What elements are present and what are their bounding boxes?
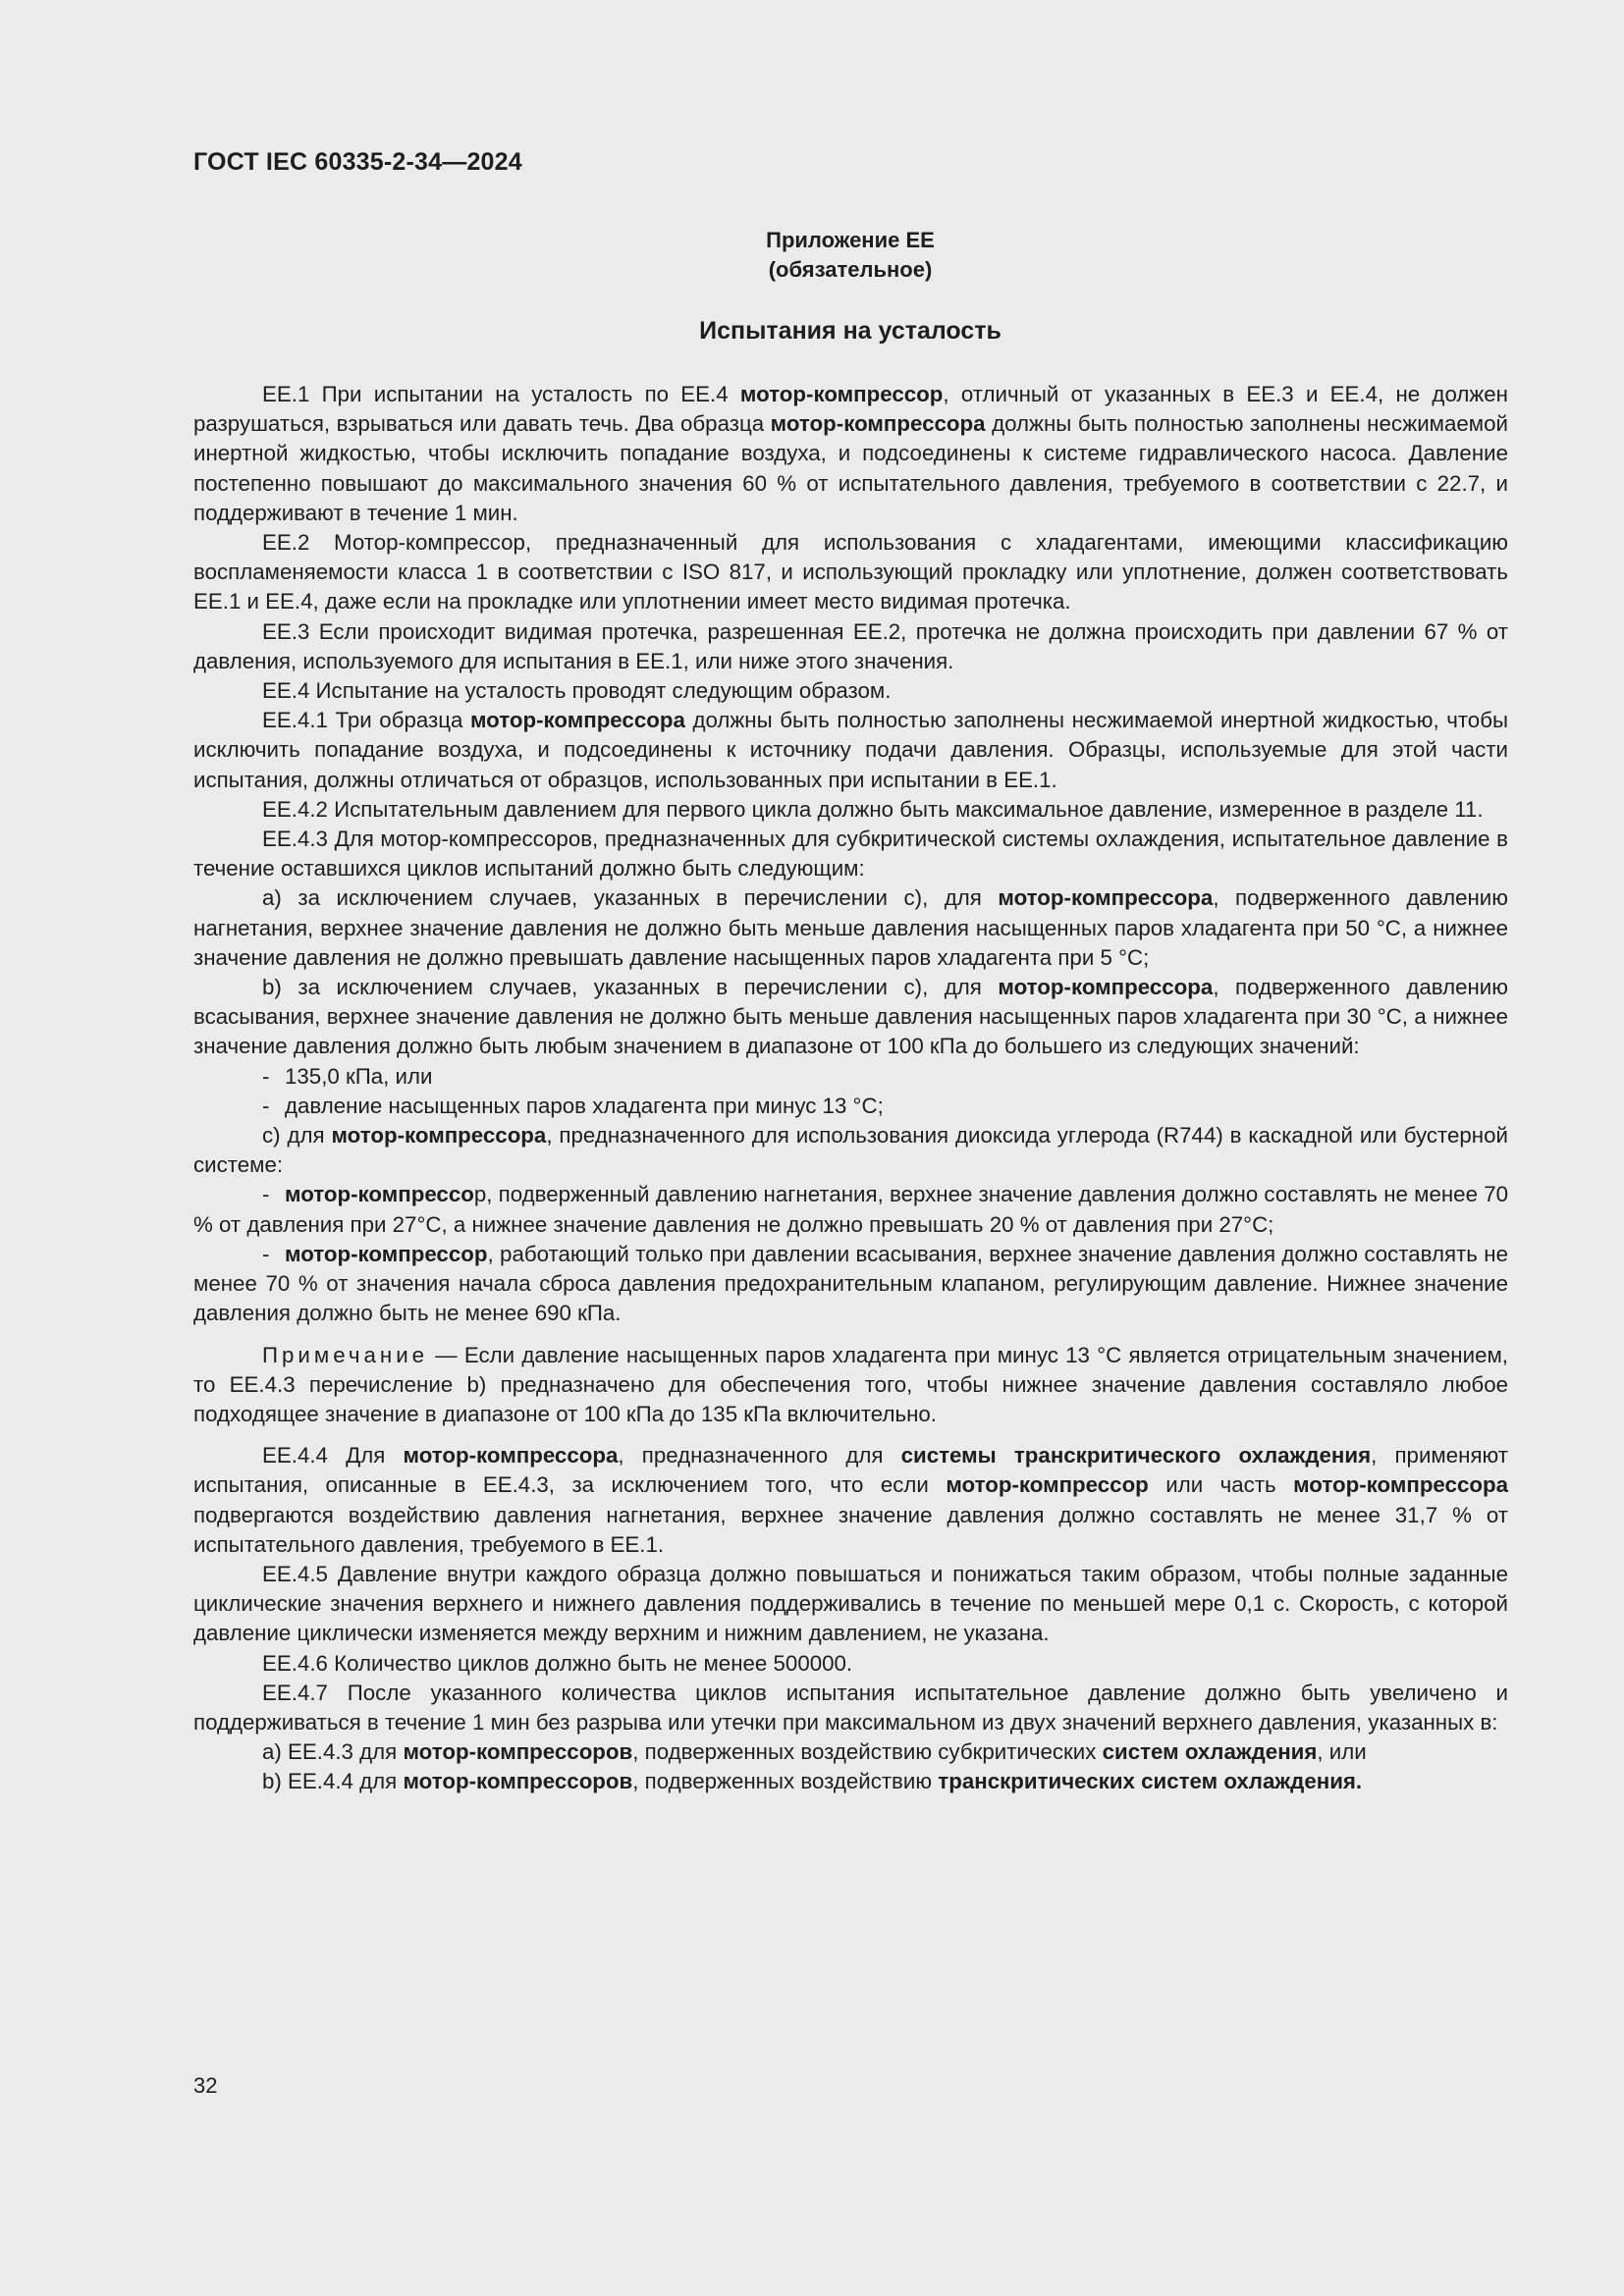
paragraph [193,1341,1508,1430]
paragraph [193,380,1508,528]
paragraph [193,1649,1508,1679]
paragraph [193,1240,1508,1329]
list-dash: - [262,1241,270,1266]
text-run: ЕЕ.1 При испытании на усталость по ЕЕ.4 [262,382,740,406]
text-run: подвергаются воздействию давления нагнетания, верхнее значение давления должно составлять не менее 31,7 % от испытательного давления, требуемого в ЕЕ.1. [193,1502,1508,1557]
text-run: ЕЕ.4.5 Давление внутри каждого образца должно повышаться и понижаться таким образом, чтобы полные заданные циклические значения верхнего и нижнего давления поддерживались в течение по меньшей мере 0,1 с. Скорость, с которой давление циклически изменяется между верхним и нижним давлением, не указана. [193,1561,1508,1646]
text-run: давление насыщенных паров хладагента при минус 13 °С; [285,1093,884,1118]
paragraph [193,1121,1508,1180]
document-body [193,380,1508,1797]
paragraph [193,676,1508,706]
annex-title: Приложение ЕЕ [766,228,935,252]
bold-term: мотор-компрессор [739,382,944,406]
bold-term: мотор-компрессора [403,1443,619,1468]
bold-term: мотор-компрессор [946,1472,1149,1498]
paragraph [193,528,1508,617]
text-run: ЕЕ.4 Испытание на усталость проводят следующим образом. [262,678,892,704]
page-number: 32 [193,2073,218,2098]
bold-term: мотор-компрессор [285,1241,488,1266]
bold-term: мотор-компрессора [998,885,1214,911]
document-header: ГОСТ IEC 60335-2-34—2024 [193,148,522,176]
bold-term: мотор-компрессора [469,708,685,733]
text-run: , или [1317,1739,1367,1765]
paragraph [193,1767,1508,1796]
text-run: ЕЕ.4.1 Три образца [262,708,470,733]
note-label: Примечание [262,1342,429,1367]
text-run: ЕЕ.2 Мотор-компрессор, предназначенный для использования с хладагентами, имеющими классификацию воспламеняемости класса 1 в соответствии с ISO 817, и использующий прокладку или уплотнение, должен соответствовать ЕЕ.1 и ЕЕ.4, даже если на прокладке или уплотнении имеет место видимая протечка. [193,530,1508,614]
text-run: ЕЕ.4.3 Для мотор-компрессоров, предназначенных для субкритической системы охлаждения, испытательное давление в течение оставшихся циклов испытаний должно быть следующим: [193,827,1508,881]
text-run: , подверженных воздействию [632,1769,939,1794]
text-run: , отличный от указанных в ЕЕ.3 и ЕЕ.4, не должен разрушаться, взрываться или давать течь. Два образца [193,382,1508,437]
paragraph [193,617,1508,676]
bold-term: транскритических систем охлаждения. [938,1769,1363,1794]
paragraph [193,1737,1508,1767]
text-run: ЕЕ.4.7 После указанного количества циклов испытания испытательное давление должно быть увеличено и поддерживаться в течение 1 мин без разрыва или утечки при максимальном из двух значений верхнего давления, указанных в: [193,1680,1508,1735]
text-run: — Если давление насыщенных паров хладагента при минус 13 °С является отрицательным значением, то ЕЕ.4.3 перечисление b) предназначено для обеспечения того, чтобы нижнее значение давления составляло любое подходящее значение в диапазоне от 100 кПа до 135 кПа включительно. [193,1342,1508,1426]
bold-term: мотор-компрессоров [403,1769,633,1794]
text-run: 135,0 кПа, или [285,1063,433,1089]
text-run: , применяют испытания, описанные в ЕЕ.4.3, за исключением того, что если [193,1443,1508,1498]
text-run: должны быть полностью заполнены несжимаемой инертной жидкостью, чтобы исключить попадание воздуха, и подсоединены к источнику подачи давления. Образцы, используемые для этой части испытания, должны отличаться от образцов, использованных при испытании в ЕЕ.1. [193,708,1509,792]
paragraph [193,973,1508,1062]
text-run: ЕЕ.4.4 Для [262,1443,404,1468]
paragraph [193,1062,1508,1092]
bold-term: системы транскритического охлаждения [900,1443,1372,1468]
bold-term: мотор-компрессоров [403,1739,633,1765]
text-run: ЕЕ.3 Если происходит видимая протечка, разрешенная ЕЕ.2, протечка не должна происходить при давлении 67 % от давления, используемого для испытания в ЕЕ.1, или ниже этого значения. [193,618,1508,673]
text-run: , предназначенного для [618,1443,901,1468]
paragraph [193,1560,1508,1649]
paragraph [193,795,1508,825]
text-run: ЕЕ.4.2 Испытательным давлением для первого цикла должно быть максимальное давление, измеренное в разделе 11. [262,796,1484,822]
bold-term: мотор-компрессора [998,975,1214,1000]
bold-term: мотор-компрессо [285,1182,474,1207]
text-run: , предназначенного для использования диоксида углерода (R744) в каскадной или бустерной системе: [193,1123,1508,1178]
bold-term: мотор-компрессора [770,411,986,437]
annex-status: (обязательное) [768,257,933,282]
list-dash: - [262,1063,270,1089]
paragraph [193,1092,1508,1121]
paragraph [193,1180,1508,1239]
section-title: Испытания на усталость [699,317,1001,345]
text-run: c) для [262,1123,332,1148]
text-run: a) ЕЕ.4.3 для [262,1739,404,1765]
list-dash: - [262,1093,270,1118]
text-run: a) за исключением случаев, указанных в перечислении c), для [262,885,999,911]
text-run: , подверженного давлению всасывания, верхнее значение давления не должно быть меньше давления насыщенных паров хладагента при 30 °С, а нижнее значение давления должно быть любым значением в диапазоне от 100 кПа до большего из следующих значений: [193,975,1508,1059]
annex-heading [0,226,1624,285]
paragraph [193,706,1508,795]
paragraph [193,1679,1508,1737]
paragraph [193,825,1508,883]
text-run: , подверженных воздействию субкритических [632,1739,1103,1765]
paragraph [193,1441,1508,1560]
list-dash: - [262,1182,270,1207]
text-run: , подверженного давлению нагнетания, верхнее значение давления не должно быть меньше давления насыщенных паров хладагента при 50 °С, а нижнее значение давления не должно превышать давление насыщенных паров хладагента при 5 °С; [193,885,1508,970]
text-run: р, подверженный давлению нагнетания, верхнее значение давления должно составлять не менее 70 % от давления при 27°С, а нижнее значение давления не должно превышать 20 % от давления при 27°С; [193,1182,1508,1237]
text-run: или часть [1148,1472,1294,1498]
text-run: b) ЕЕ.4.4 для [262,1769,404,1794]
text-run: b) за исключением случаев, указанных в перечислении c), для [262,975,999,1000]
text-run: , работающий только при давлении всасывания, верхнее значение давления должно составлять не менее 70 % от значения начала сброса давления предохранительным клапаном, регулирующим давление. Нижнее значение давления должно быть не менее 690 кПа. [193,1241,1508,1326]
paragraph [193,883,1508,973]
bold-term: мотор-компрессора [331,1123,547,1148]
text-run: должны быть полностью заполнены несжимаемой инертной жидкостью, чтобы исключить попадание воздуха, и подсоединены к системе гидравлического насоса. Давление постепенно повышают до максимального значения 60 % от испытательного давления, требуемого в соответствии с 22.7, и поддерживают в течение 1 мин. [193,411,1508,525]
bold-term: систем охлаждения [1102,1739,1318,1765]
bold-term: мотор-компрессора [1293,1472,1508,1498]
text-run: ЕЕ.4.6 Количество циклов должно быть не менее 500000. [262,1650,853,1676]
